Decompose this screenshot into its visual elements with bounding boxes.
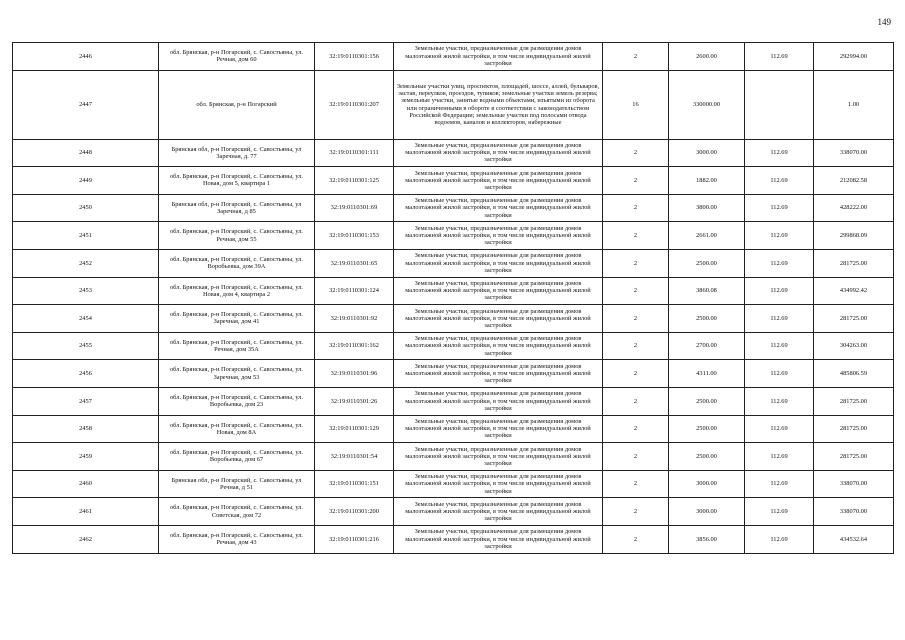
cadastral-value-cell: 434532.64	[814, 525, 894, 553]
cadastral-value-cell: 1.00	[814, 70, 894, 139]
group-code-cell: 2	[603, 415, 669, 443]
cadastral-number-cell: 32:19:0110301:151	[315, 470, 394, 498]
row-number-cell: 2446	[13, 43, 159, 71]
specific-value-cell: 112.69	[745, 525, 814, 553]
group-code-cell: 2	[603, 498, 669, 526]
area-cell: 3000.00	[669, 139, 745, 167]
specific-value-cell: 112.69	[745, 360, 814, 388]
area-cell: 2500.00	[669, 387, 745, 415]
specific-value-cell: 112.69	[745, 387, 814, 415]
group-code-cell: 2	[603, 470, 669, 498]
address-cell: обл. Брянская, р-н Погарский, с. Савостьяны, ул. Речная, дом 43	[159, 525, 315, 553]
specific-value-cell: 112.69	[745, 305, 814, 333]
row-number-cell: 2458	[13, 415, 159, 443]
address-cell: обл. Брянская, р-н Погарский, с. Савостьяны, ул. Воробьевка, дом 23	[159, 387, 315, 415]
land-use-cell: Земельные участки, предназначенные для размещения домов малоэтажной жилой застройки, в том числе индивидуальной жилой застройки	[394, 249, 603, 277]
table-row	[13, 194, 894, 222]
address-cell: обл. Брянская, р-н Погарский, с. Савостьяны, ул. Воробьевка, дом 39А	[159, 249, 315, 277]
specific-value-cell: 112.69	[745, 139, 814, 167]
land-use-cell: Земельные участки, предназначенные для размещения домов малоэтажной жилой застройки, в том числе индивидуальной жилой застройки	[394, 305, 603, 333]
cadastral-value-cell: 338070.00	[814, 470, 894, 498]
group-code-cell: 2	[603, 277, 669, 305]
area-cell: 3000.00	[669, 498, 745, 526]
land-use-cell: Земельные участки, предназначенные для размещения домов малоэтажной жилой застройки, в том числе индивидуальной жилой застройки	[394, 332, 603, 360]
table-row	[13, 415, 894, 443]
cadastral-number-cell: 32:19:0110301:111	[315, 139, 394, 167]
cadastral-number-cell: 32:19:0110301:26	[315, 387, 394, 415]
table-row	[13, 167, 894, 195]
row-number-cell: 2449	[13, 167, 159, 195]
cadastral-value-cell: 281725.00	[814, 305, 894, 333]
land-use-cell: Земельные участки, предназначенные для размещения домов малоэтажной жилой застройки, в том числе индивидуальной жилой застройки	[394, 415, 603, 443]
table-row	[13, 249, 894, 277]
group-code-cell: 2	[603, 360, 669, 388]
group-code-cell: 2	[603, 443, 669, 471]
specific-value-cell: 112.69	[745, 470, 814, 498]
land-use-cell: Земельные участки, предназначенные для размещения домов малоэтажной жилой застройки, в том числе индивидуальной жилой застройки	[394, 387, 603, 415]
table-row	[13, 43, 894, 71]
land-use-cell: Земельные участки, предназначенные для размещения домов малоэтажной жилой застройки, в том числе индивидуальной жилой застройки	[394, 443, 603, 471]
cadastral-number-cell: 32:19:0110301:200	[315, 498, 394, 526]
cadastral-value-cell: 304263.00	[814, 332, 894, 360]
cadastral-value-cell: 434992.42	[814, 277, 894, 305]
area-cell: 3000.00	[669, 470, 745, 498]
specific-value-cell: 112.69	[745, 443, 814, 471]
table-row	[13, 498, 894, 526]
cadastral-number-cell: 32:19:0110301:124	[315, 277, 394, 305]
group-code-cell: 2	[603, 194, 669, 222]
area-cell: 3800.00	[669, 194, 745, 222]
area-cell: 2600.00	[669, 43, 745, 71]
row-number-cell: 2453	[13, 277, 159, 305]
area-cell: 2700.00	[669, 332, 745, 360]
address-cell: обл. Брянская, р-н Погарский, с. Савостьяны, ул. Новая, дом 8А	[159, 415, 315, 443]
area-cell: 1882.00	[669, 167, 745, 195]
table-row	[13, 222, 894, 250]
table-row	[13, 70, 894, 139]
row-number-cell: 2456	[13, 360, 159, 388]
row-number-cell: 2461	[13, 498, 159, 526]
row-number-cell: 2462	[13, 525, 159, 553]
row-number-cell: 2448	[13, 139, 159, 167]
area-cell: 330000.00	[669, 70, 745, 139]
land-use-cell: Земельные участки, предназначенные для размещения домов малоэтажной жилой застройки, в том числе индивидуальной жилой застройки	[394, 139, 603, 167]
group-code-cell: 2	[603, 387, 669, 415]
table-body	[13, 43, 894, 554]
row-number-cell: 2451	[13, 222, 159, 250]
area-cell: 4311.00	[669, 360, 745, 388]
cadastral-number-cell: 32:19:0110301:92	[315, 305, 394, 333]
row-number-cell: 2457	[13, 387, 159, 415]
land-use-cell: Земельные участки, предназначенные для размещения домов малоэтажной жилой застройки, в том числе индивидуальной жилой застройки	[394, 360, 603, 388]
specific-value-cell	[745, 70, 814, 139]
area-cell: 3856.00	[669, 525, 745, 553]
land-use-cell: Земельные участки, предназначенные для размещения домов малоэтажной жилой застройки, в том числе индивидуальной жилой застройки	[394, 277, 603, 305]
group-code-cell: 2	[603, 525, 669, 553]
address-cell: Брянская обл, р-н Погарский, с. Савостьяны, ул Заречная, д. 77	[159, 139, 315, 167]
group-code-cell: 2	[603, 332, 669, 360]
cadastral-number-cell: 32:19:0110301:65	[315, 249, 394, 277]
land-use-cell: Земельные участки, предназначенные для размещения домов малоэтажной жилой застройки, в том числе индивидуальной жилой застройки	[394, 525, 603, 553]
table-row	[13, 387, 894, 415]
cadastral-number-cell: 32:19:0110301:125	[315, 167, 394, 195]
specific-value-cell: 112.69	[745, 498, 814, 526]
specific-value-cell: 112.69	[745, 194, 814, 222]
cadastral-value-cell: 281725.00	[814, 443, 894, 471]
cadastral-number-cell: 32:19:0110301:162	[315, 332, 394, 360]
land-use-cell: Земельные участки, предназначенные для размещения домов малоэтажной жилой застройки, в том числе индивидуальной жилой застройки	[394, 222, 603, 250]
group-code-cell: 2	[603, 139, 669, 167]
row-number-cell: 2455	[13, 332, 159, 360]
table-row	[13, 139, 894, 167]
table-row	[13, 277, 894, 305]
group-code-cell: 2	[603, 222, 669, 250]
page-number: 149	[877, 17, 891, 27]
specific-value-cell: 112.69	[745, 277, 814, 305]
table-row	[13, 525, 894, 553]
cadastral-number-cell: 32:19:0110301:153	[315, 222, 394, 250]
area-cell: 2500.00	[669, 443, 745, 471]
table-row	[13, 305, 894, 333]
address-cell: Брянская обл, р-н Погарский, с. Савостьяны, ул Заречная, д 85	[159, 194, 315, 222]
address-cell: обл. Брянская, р-н Погарский, с. Савостьяны, ул. Заречная, дом 53	[159, 360, 315, 388]
address-cell: обл. Брянская, р-н Погарский, с. Савостьяны, ул. Речная, дом 35А	[159, 332, 315, 360]
area-cell: 2500.00	[669, 249, 745, 277]
land-use-cell: Земельные участки, предназначенные для размещения домов малоэтажной жилой застройки, в том числе индивидуальной жилой застройки	[394, 194, 603, 222]
cadastral-value-cell: 428222.00	[814, 194, 894, 222]
row-number-cell: 2459	[13, 443, 159, 471]
cadastral-value-cell: 292994.00	[814, 43, 894, 71]
specific-value-cell: 112.69	[745, 415, 814, 443]
specific-value-cell: 112.69	[745, 167, 814, 195]
table-row	[13, 332, 894, 360]
cadastral-number-cell: 32:19:0110301:129	[315, 415, 394, 443]
cadastral-value-cell: 281725.00	[814, 415, 894, 443]
area-cell: 2500.00	[669, 305, 745, 333]
group-code-cell: 16	[603, 70, 669, 139]
cadastral-number-cell: 32:19:0110301:96	[315, 360, 394, 388]
land-use-cell: Земельные участки, предназначенные для размещения домов малоэтажной жилой застройки, в том числе индивидуальной жилой застройки	[394, 498, 603, 526]
address-cell: обл. Брянская, р-н Погарский, с. Савостьяны, ул. Новая, дом 5, квартира 1	[159, 167, 315, 195]
row-number-cell: 2452	[13, 249, 159, 277]
cadastral-value-cell: 338070.00	[814, 139, 894, 167]
cadastral-value-cell: 212082.58	[814, 167, 894, 195]
cadastral-number-cell: 32:19:0110301:54	[315, 443, 394, 471]
area-cell: 2661.00	[669, 222, 745, 250]
land-use-cell: Земельные участки улиц, проспектов, площадей, шоссе, аллей, бульваров, застав, переулков, проездов, тупиков; земельные участки земель резерва; земельные участки, занятые водными объектами, изъятыми из оборота или ограниченными в обороте в соответствии с законодательством Российской Федерации; земельные участки под полосами отвода водоемов, каналов и коллекторов, набережные	[394, 70, 603, 139]
cadastral-value-cell: 299868.09	[814, 222, 894, 250]
row-number-cell: 2450	[13, 194, 159, 222]
row-number-cell: 2454	[13, 305, 159, 333]
land-use-cell: Земельные участки, предназначенные для размещения домов малоэтажной жилой застройки, в том числе индивидуальной жилой застройки	[394, 470, 603, 498]
row-number-cell: 2447	[13, 70, 159, 139]
cadastral-value-cell: 338070.00	[814, 498, 894, 526]
area-cell: 2500.00	[669, 415, 745, 443]
table-row	[13, 470, 894, 498]
land-use-cell: Земельные участки, предназначенные для размещения домов малоэтажной жилой застройки, в том числе индивидуальной жилой застройки	[394, 167, 603, 195]
cadastral-number-cell: 32:19:0110301:156	[315, 43, 394, 71]
address-cell: обл. Брянская, р-н Погарский, с. Савостьяны, ул. Заречная, дом 41	[159, 305, 315, 333]
land-use-cell: Земельные участки, предназначенные для размещения домов малоэтажной жилой застройки, в том числе индивидуальной жилой застройки	[394, 43, 603, 71]
address-cell: обл. Брянская, р-н Погарский	[159, 70, 315, 139]
address-cell: Брянская обл, р-н Погарский, с. Савостьяны, ул Речная, д 51	[159, 470, 315, 498]
table-row	[13, 360, 894, 388]
row-number-cell: 2460	[13, 470, 159, 498]
address-cell: обл. Брянская, р-н Погарский, с. Савостьяны, ул. Речная, дом 55	[159, 222, 315, 250]
cadastral-number-cell: 32:19:0110301:69	[315, 194, 394, 222]
cadastral-value-cell: 281725.00	[814, 249, 894, 277]
address-cell: обл. Брянская, р-н Погарский, с. Савостьяны, ул. Новая, дом 4, квартира 2	[159, 277, 315, 305]
cadastral-number-cell: 32:19:0110301:207	[315, 70, 394, 139]
cadastral-value-cell: 281725.00	[814, 387, 894, 415]
area-cell: 3860.08	[669, 277, 745, 305]
group-code-cell: 2	[603, 167, 669, 195]
table-row	[13, 443, 894, 471]
group-code-cell: 2	[603, 305, 669, 333]
cadastral-value-cell: 485806.59	[814, 360, 894, 388]
address-cell: обл. Брянская, р-н Погарский, с. Савостьяны, ул. Советская, дом 72	[159, 498, 315, 526]
specific-value-cell: 112.69	[745, 222, 814, 250]
land-plots-table	[12, 42, 894, 554]
specific-value-cell: 112.69	[745, 332, 814, 360]
specific-value-cell: 112.69	[745, 43, 814, 71]
group-code-cell: 2	[603, 43, 669, 71]
group-code-cell: 2	[603, 249, 669, 277]
cadastral-number-cell: 32:19:0110301:216	[315, 525, 394, 553]
address-cell: обл. Брянская, р-н Погарский, с. Савостьяны, ул. Воробьевка, дом 67	[159, 443, 315, 471]
address-cell: обл. Брянская, р-н Погарский, с. Савостьяны, ул. Речная, дом 60	[159, 43, 315, 71]
specific-value-cell: 112.69	[745, 249, 814, 277]
